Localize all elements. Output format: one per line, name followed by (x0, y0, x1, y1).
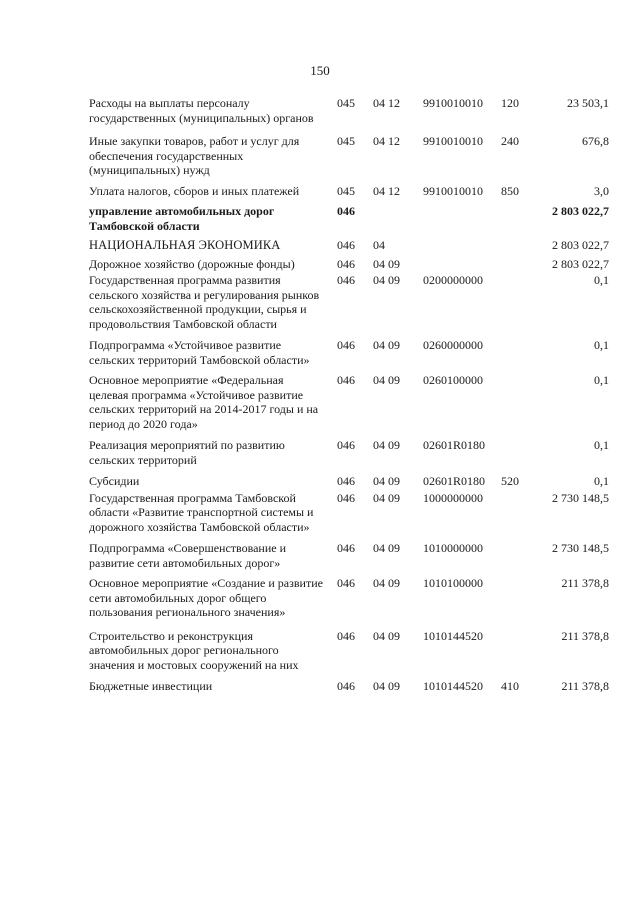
row-target-article: 0200000000 (423, 273, 483, 287)
row-amount: 0,1 (594, 338, 609, 352)
table-row (89, 338, 609, 373)
row-expense-type (501, 629, 536, 680)
row-expense-type: 520 (501, 474, 519, 488)
row-target-article: 0260100000 (423, 373, 483, 387)
row-section-code: 04 09 (373, 576, 400, 590)
table-row (89, 373, 609, 438)
table-row (89, 134, 609, 184)
table-row (89, 184, 609, 205)
row-amount: 2 730 148,5 (552, 541, 609, 555)
row-amount: 3,0 (594, 183, 609, 198)
row-target-article: 1010000000 (423, 541, 483, 555)
row-amount: 2 803 022,7 (552, 238, 609, 252)
row-section-code: 04 12 (373, 183, 400, 198)
row-expense-type (501, 238, 536, 257)
row-name: НАЦИОНАЛЬНАЯ ЭКОНОМИКА (89, 238, 281, 252)
row-amount: 211 378,8 (561, 628, 609, 643)
table-row (89, 576, 609, 629)
row-amount: 211 378,8 (561, 679, 609, 693)
row-name: управление автомобильных дорог Тамбовской области (89, 204, 275, 233)
row-target-article: 0260000000 (423, 338, 483, 352)
row-target-article: 02601R0180 (423, 474, 486, 488)
row-name: Уплата налогов, сборов и иных платежей (89, 183, 300, 198)
row-ministry-code: 046 (337, 679, 355, 693)
table-row (89, 96, 609, 134)
table-row (89, 438, 609, 474)
row-target-article: 9910010010 (423, 183, 483, 198)
row-section-code: 04 09 (373, 256, 400, 271)
row-expense-type (501, 338, 536, 373)
row-ministry-code: 046 (337, 273, 355, 287)
table-row (89, 679, 609, 694)
row-ministry-code: 046 (337, 628, 355, 643)
row-amount: 23 503,1 (567, 96, 609, 110)
table-row (89, 273, 609, 338)
row-name: Расходы на выплаты персоналу государственных (муниципальных) органов (89, 96, 314, 125)
row-ministry-code: 045 (337, 134, 355, 148)
row-ministry-code: 046 (337, 338, 355, 352)
row-amount: 0,1 (594, 373, 609, 387)
row-ministry-code: 045 (337, 96, 355, 110)
row-name: Основное мероприятие «Федеральная целевая программа «Устойчивое развитие сельских территорий на 2014-2017 годы и на период до 2020 года» (89, 373, 319, 431)
row-target-article (423, 204, 501, 238)
table-row (89, 629, 609, 680)
row-section-code: 04 09 (373, 338, 400, 352)
row-ministry-code: 046 (337, 438, 355, 452)
row-target-article (423, 257, 501, 274)
row-amount: 211 378,8 (561, 576, 609, 590)
row-ministry-code: 045 (337, 183, 355, 198)
row-amount: 0,1 (594, 273, 609, 287)
row-ministry-code: 046 (337, 256, 355, 271)
row-ministry-code: 046 (337, 576, 355, 590)
row-target-article: 1000000000 (423, 490, 483, 505)
row-expense-type (501, 576, 536, 629)
row-section-code: 04 09 (373, 438, 400, 452)
row-expense-type (501, 257, 536, 274)
row-ministry-code: 046 (337, 373, 355, 387)
row-expense-type (501, 273, 536, 338)
row-ministry-code: 046 (337, 474, 355, 488)
row-ministry-code: 046 (337, 238, 355, 252)
row-name: Бюджетные инвестиции (89, 679, 213, 693)
row-amount: 676,8 (582, 134, 609, 148)
page-number: 150 (310, 63, 330, 78)
row-target-article (423, 238, 501, 257)
row-ministry-code: 046 (337, 490, 355, 505)
row-target-article: 1010144520 (423, 679, 483, 693)
row-name: Субсидии (89, 474, 140, 488)
row-expense-type (501, 204, 536, 238)
row-expense-type (501, 373, 536, 438)
row-expense-type: 410 (501, 679, 519, 693)
row-name: Государственная программа развития сельского хозяйства и регулирования рынков сельскохозяйственной продукции, сырья и продовольствия Тамбовской области (89, 273, 320, 331)
row-name: Государственная программа Тамбовской области «Развитие транспортной системы и дорожного хозяйства Тамбовской области» (89, 490, 314, 534)
row-expense-type: 850 (501, 183, 519, 198)
row-section-code: 04 09 (373, 628, 400, 643)
row-section-code: 04 09 (373, 474, 400, 488)
row-section-code: 04 12 (373, 134, 400, 148)
row-ministry-code: 046 (337, 541, 355, 555)
row-expense-type (501, 491, 536, 542)
row-amount: 2 730 148,5 (552, 490, 609, 505)
table-row (89, 491, 609, 542)
row-amount: 2 803 022,7 (552, 256, 609, 271)
row-target-article: 1010100000 (423, 576, 483, 590)
row-ministry-code: 046 (337, 204, 355, 218)
row-expense-type (501, 541, 536, 576)
row-name: Реализация мероприятий по развитию сельских территорий (89, 438, 285, 467)
row-name: Основное мероприятие «Создание и развитие сети автомобильных дорог общего пользования регионального значения» (89, 576, 323, 619)
row-section-code: 04 09 (373, 373, 400, 387)
table-row (89, 238, 609, 257)
row-expense-type: 120 (501, 96, 519, 110)
table-row (89, 474, 609, 491)
row-section-code: 04 09 (373, 273, 400, 287)
table-row (89, 204, 609, 238)
table-row (89, 257, 609, 274)
row-name: Подпрограмма «Совершенствование и развитие сети автомобильных дорог» (89, 541, 287, 570)
budget-table (89, 96, 609, 694)
row-name: Иные закупки товаров, работ и услуг для обеспечения государственных (муниципальных) нужд (89, 134, 300, 177)
row-section-code: 04 09 (373, 541, 400, 555)
row-target-article: 02601R0180 (423, 438, 486, 452)
table-row (89, 541, 609, 576)
row-target-article: 9910010010 (423, 134, 483, 148)
row-expense-type (501, 438, 536, 474)
row-section-code: 04 12 (373, 96, 400, 110)
row-name: Дорожное хозяйство (дорожные фонды) (89, 256, 295, 271)
row-section-code: 04 09 (373, 490, 400, 505)
row-name: Строительство и реконструкция автомобильных дорог регионального значения и мостовых сооружений на них (89, 628, 299, 672)
row-amount: 0,1 (594, 438, 609, 452)
table-body (89, 96, 609, 694)
row-name: Подпрограмма «Устойчивое развитие сельских территорий Тамбовской области» (89, 338, 310, 367)
row-amount: 2 803 022,7 (552, 204, 609, 218)
row-section-code: 04 (373, 238, 385, 252)
row-target-article: 1010144520 (423, 628, 483, 643)
row-amount: 0,1 (594, 474, 609, 488)
row-expense-type: 240 (501, 134, 519, 148)
row-section-code (373, 204, 423, 238)
row-target-article: 9910010010 (423, 96, 483, 110)
row-section-code: 04 09 (373, 679, 400, 693)
